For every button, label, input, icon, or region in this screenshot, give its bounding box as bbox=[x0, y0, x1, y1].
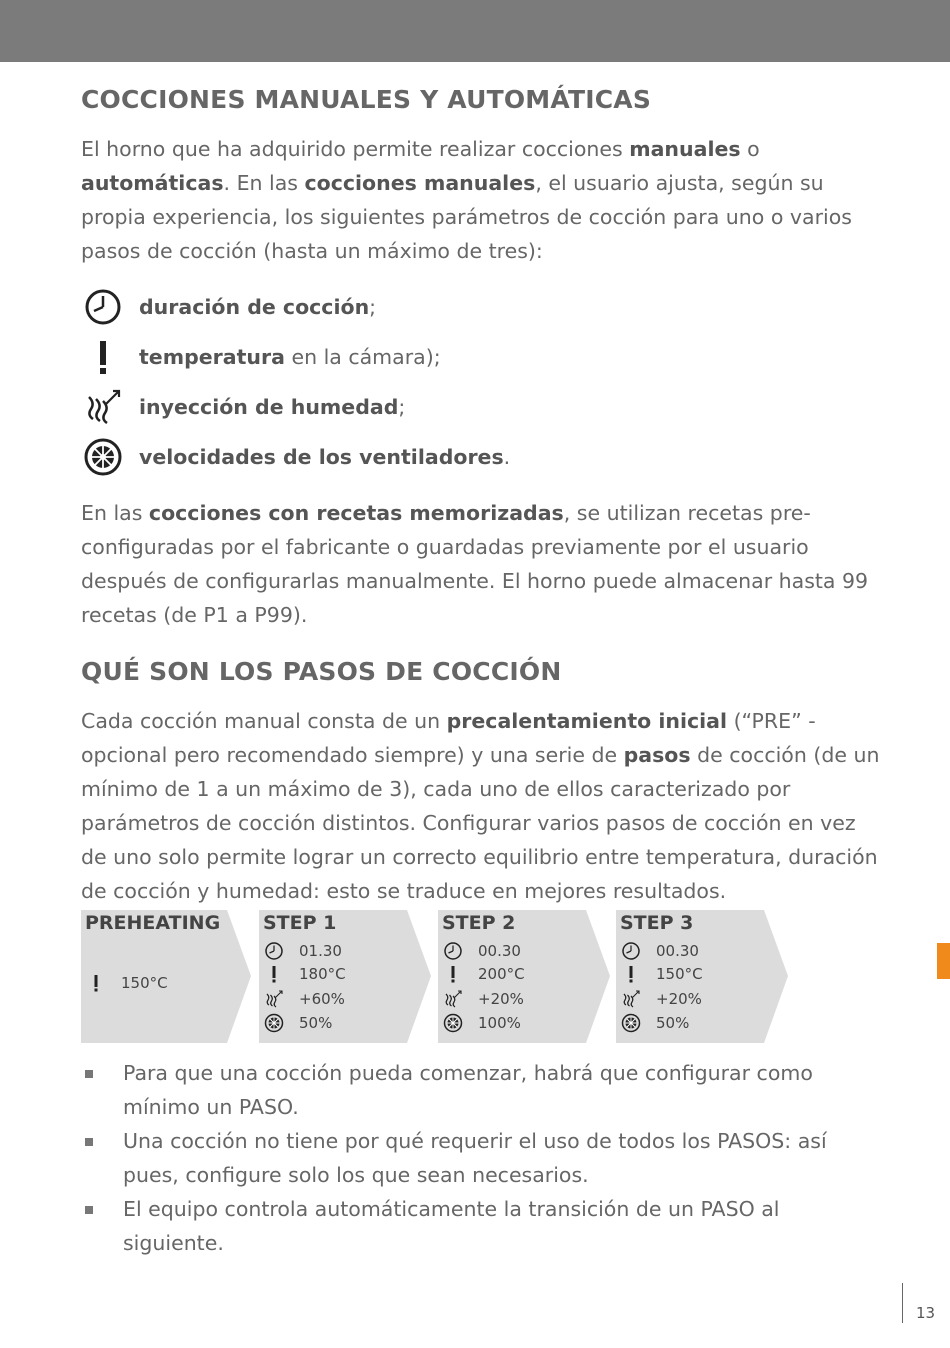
param-humidity bbox=[81, 382, 881, 432]
page-content bbox=[81, 82, 881, 908]
intro-text-2: o bbox=[740, 137, 760, 161]
step-2-time-row bbox=[442, 940, 521, 962]
step-3-humidity-row bbox=[620, 988, 702, 1010]
step-3-temp: 150°C bbox=[656, 965, 703, 983]
fan-icon bbox=[442, 1012, 464, 1034]
step-2-time: 00.30 bbox=[478, 942, 521, 960]
list-item bbox=[81, 1056, 881, 1124]
step-1-fan: 50% bbox=[299, 1014, 333, 1032]
param-rest: en la cámara); bbox=[284, 345, 441, 369]
step-2-fan-row bbox=[442, 1012, 521, 1034]
fan-icon bbox=[263, 1012, 285, 1034]
recipes-text-2: , se utilizan recetas pre-configuradas por el fabricante o guardadas previamente por el usuario después de configurarlas manualmente. El horno puede almacenar hasta 99 recetas (de P1 a P99). bbox=[81, 501, 869, 627]
recipes-paragraph bbox=[81, 496, 881, 632]
recipes-bold: cocciones con recetas memorizadas bbox=[148, 501, 564, 525]
recipes-text-1: En las bbox=[81, 501, 149, 525]
step-3-fan-row bbox=[620, 1012, 689, 1034]
thermometer-icon bbox=[620, 963, 642, 985]
clock-icon bbox=[263, 940, 285, 962]
step-1-fan-row bbox=[263, 1012, 332, 1034]
step-2-temp: 200°C bbox=[478, 965, 525, 983]
list-item bbox=[81, 1192, 881, 1260]
section-tab-marker bbox=[937, 943, 950, 979]
intro-bold-cocciones-manuales: cocciones manuales bbox=[304, 171, 536, 195]
thermometer-icon bbox=[85, 972, 107, 994]
param-fan-speed bbox=[81, 432, 881, 482]
step-3-title: STEP 3 bbox=[620, 912, 694, 934]
param-rest: ; bbox=[369, 295, 377, 319]
steps-bold-preheat: precalentamiento inicial bbox=[446, 709, 728, 733]
step-1-temp-row bbox=[263, 963, 346, 985]
param-text bbox=[139, 395, 405, 419]
humidity-icon bbox=[620, 988, 642, 1010]
step-2-temp-row bbox=[442, 963, 525, 985]
step-1-humidity: +60% bbox=[299, 990, 345, 1008]
step-1-title: STEP 1 bbox=[263, 912, 337, 934]
humidity-icon bbox=[81, 385, 125, 429]
param-bold: velocidades de los ventiladores bbox=[139, 445, 504, 469]
fan-icon bbox=[81, 435, 125, 479]
param-text bbox=[139, 345, 441, 369]
step-1-temp: 180°C bbox=[299, 965, 346, 983]
step-3-time: 00.30 bbox=[656, 942, 699, 960]
list-item bbox=[81, 1124, 881, 1192]
bullet-text: Para que una cocción pueda comenzar, habrá que configurar como mínimo un PASO. bbox=[123, 1061, 813, 1119]
step-2-humidity: +20% bbox=[478, 990, 524, 1008]
step-3-temp-row bbox=[620, 963, 703, 985]
intro-text-3: . En las bbox=[223, 171, 305, 195]
step-3-time-row bbox=[620, 940, 699, 962]
param-bold: inyección de humedad bbox=[139, 395, 399, 419]
param-duration bbox=[81, 282, 881, 332]
bullet-square-icon bbox=[85, 1070, 93, 1078]
steps-diagram bbox=[81, 910, 801, 1043]
step-3-humidity: +20% bbox=[656, 990, 702, 1008]
param-text bbox=[139, 445, 510, 469]
intro-bold-manuales: manuales bbox=[629, 137, 741, 161]
page-number: 13 bbox=[916, 1304, 936, 1322]
step-2-fan: 100% bbox=[478, 1014, 521, 1032]
bullet-square-icon bbox=[85, 1206, 93, 1214]
param-rest: . bbox=[503, 445, 511, 469]
steps-paragraph bbox=[81, 704, 881, 908]
steps-bold-pasos: pasos bbox=[623, 743, 691, 767]
humidity-icon bbox=[442, 988, 464, 1010]
intro-bold-automaticas: automáticas bbox=[81, 171, 224, 195]
param-bold: duración de cocción bbox=[139, 295, 370, 319]
step-3-box bbox=[616, 910, 788, 1043]
thermometer-icon bbox=[263, 963, 285, 985]
step-1-humidity-row bbox=[263, 988, 345, 1010]
parameter-list bbox=[81, 282, 881, 482]
clock-icon bbox=[620, 940, 642, 962]
param-rest: ; bbox=[398, 395, 406, 419]
humidity-icon bbox=[263, 988, 285, 1010]
clock-icon bbox=[81, 285, 125, 329]
clock-icon bbox=[442, 940, 464, 962]
steps-text-2: (“PRE” - opcional pero recomendado siempre) y una serie de bbox=[81, 709, 816, 767]
param-temperature bbox=[81, 332, 881, 382]
header-bar bbox=[0, 0, 950, 62]
fan-icon bbox=[620, 1012, 642, 1034]
thermometer-icon bbox=[81, 335, 125, 379]
thermometer-icon bbox=[442, 963, 464, 985]
intro-text-1: El horno que ha adquirido permite realizar cocciones bbox=[81, 137, 630, 161]
preheating-temp: 150°C bbox=[121, 974, 168, 992]
step-2-box bbox=[438, 910, 610, 1043]
preheating-title: PREHEATING bbox=[85, 912, 221, 934]
steps-text-1: Cada cocción manual consta de un bbox=[81, 709, 447, 733]
intro-text-4: , el usuario ajusta, según su propia experiencia, los siguientes parámetros de cocción para uno o varios pasos de cocción (hasta un máximo de tres): bbox=[81, 171, 852, 263]
heading-cooking-steps: QUÉ SON LOS PASOS DE COCCIÓN bbox=[81, 657, 562, 686]
bullet-text: Una cocción no tiene por qué requerir el uso de todos los PASOS: así pues, configure solo los que sean necesarios. bbox=[123, 1129, 827, 1187]
preheating-box bbox=[81, 910, 251, 1043]
param-bold: temperatura bbox=[139, 345, 285, 369]
bullet-list bbox=[81, 1056, 881, 1260]
intro-paragraph bbox=[81, 132, 881, 268]
step-2-title: STEP 2 bbox=[442, 912, 516, 934]
bullet-square-icon bbox=[85, 1138, 93, 1146]
page-number-divider bbox=[902, 1283, 903, 1323]
preheating-temp-row bbox=[85, 972, 168, 994]
heading-manual-automatic: COCCIONES MANUALES Y AUTOMÁTICAS bbox=[81, 85, 652, 114]
step-1-time: 01.30 bbox=[299, 942, 342, 960]
step-1-time-row bbox=[263, 940, 342, 962]
step-3-fan: 50% bbox=[656, 1014, 690, 1032]
step-2-humidity-row bbox=[442, 988, 524, 1010]
steps-text-3: de cocción (de un mínimo de 1 a un máximo de 3), cada uno de ellos caracterizado por parámetros de cocción distintos. Configurar varios pasos de cocción en vez de uno solo permite lograr un correcto equilibrio entre temperatura, duración de cocción y humedad: esto se traduce en mejores resultados. bbox=[81, 743, 880, 903]
bullet-text: El equipo controla automáticamente la transición de un PASO al siguiente. bbox=[123, 1197, 780, 1255]
step-1-box bbox=[259, 910, 431, 1043]
param-text bbox=[139, 295, 376, 319]
